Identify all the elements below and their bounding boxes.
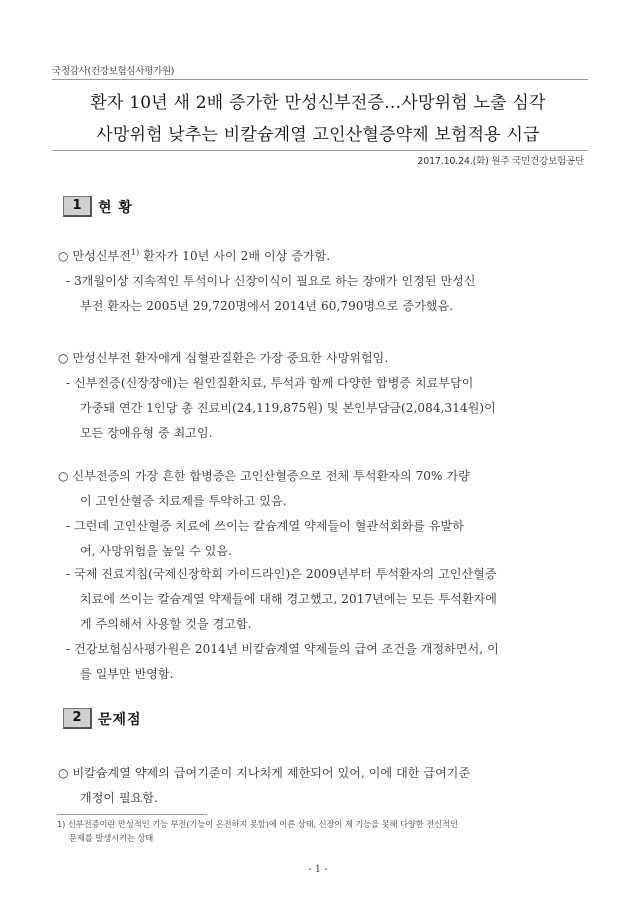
bullet-item: ○ 비칼슘계열 약제의 급여기준이 지나치게 제한되어 있어, 이에 대한 급여기준 [58, 766, 471, 780]
dash-item-continued: 여, 사망위험을 높일 수 있음. [80, 544, 233, 558]
bullet-item [58, 247, 330, 264]
dash-item-continued: 게 주의해서 사용할 것을 경고함. [80, 617, 252, 631]
dash-item: - 3개월이상 지속적인 투석이나 신장이식이 필요로 하는 장애가 인정된 만성신 [66, 274, 476, 288]
bullet-item: ○ 만성신부전 환자에게 심혈관질환은 가장 중요한 사망위험임. [58, 351, 389, 365]
title-line-1: 환자 10년 새 2배 증가한 만성신부전증…사망위험 노출 심각 [90, 93, 546, 113]
running-header: 국정감사(건강보험심사평가원) [52, 66, 175, 77]
dash-item-continued: 모든 장애유형 중 최고임. [80, 426, 213, 440]
page-number: - 1 - [308, 864, 328, 875]
section-number-box: 1 [63, 196, 92, 217]
bullet-text-rest: 환자가 10년 사이 2배 이상 증가함. [139, 249, 331, 263]
bullet-item-continued: 이 고인산혈증 치료제를 투약하고 있음. [80, 494, 287, 508]
bullet-text: ○ 만성신부전 [58, 249, 131, 263]
footnote-divider [57, 814, 207, 815]
bullet-item-continued: 개정이 필요함. [80, 791, 158, 805]
dash-item: - 신부전증(신장장애)는 원인질환치료, 투석과 함께 다양한 합병증 치료부담이 [66, 376, 474, 390]
header-divider [52, 79, 588, 80]
dash-item-continued: 를 일부만 반영함. [80, 667, 174, 681]
bullet-item: ○ 신부전증의 가장 흔한 합병증은 고인산혈증으로 전체 투석환자의 70% 가량 [58, 469, 470, 483]
footnote-line-2: 문제를 발생시키는 상태 [69, 833, 154, 843]
section-number-box: 2 [63, 708, 92, 729]
footnote-ref[interactable]: 1) [130, 248, 140, 257]
dash-item: - 그런데 고인산혈증 치료에 쓰이는 칼슘계열 약제들이 혈관석회화를 유발하 [66, 519, 464, 533]
section-heading-2 [63, 708, 142, 729]
section-title: 현 황 [98, 199, 133, 216]
dateline: 2017.10.24.(화) 원주 국민건강보험공단 [417, 156, 584, 167]
title-line-2: 사망위험 낮추는 비칼슘계열 고인산혈증약제 보험적용 시급 [96, 125, 540, 145]
footnote-line-1: 1) 신부전증이란 만성적인 기능 부전(기능이 온전하지 못함)에 이른 상태, 신장이 제 기능을 못해 다양한 전신적인 [57, 819, 458, 829]
section-heading-1 [63, 196, 133, 217]
section-title: 문제점 [98, 711, 142, 728]
dash-item: - 건강보험심사평가원은 2014년 비칼슘계열 약제들의 급여 조건을 개정하면서, 이 [66, 642, 499, 656]
title-divider [52, 150, 588, 151]
dash-item-continued: 가중돼 연간 1인당 총 진료비(24,119,875원) 및 본인부담금(2,084,314원)이 [80, 401, 496, 415]
dash-item-continued: 부전 환자는 2005년 29,720명에서 2014년 60,790명으로 증가했음. [80, 299, 454, 313]
dash-item-continued: 치료에 쓰이는 칼슘계열 약제들에 대해 경고했고, 2017년에는 모든 투석환자에 [80, 592, 497, 606]
dash-item: - 국제 진료지침(국제신장학회 가이드라인)은 2009년부터 투석환자의 고인산혈증 [66, 567, 497, 581]
